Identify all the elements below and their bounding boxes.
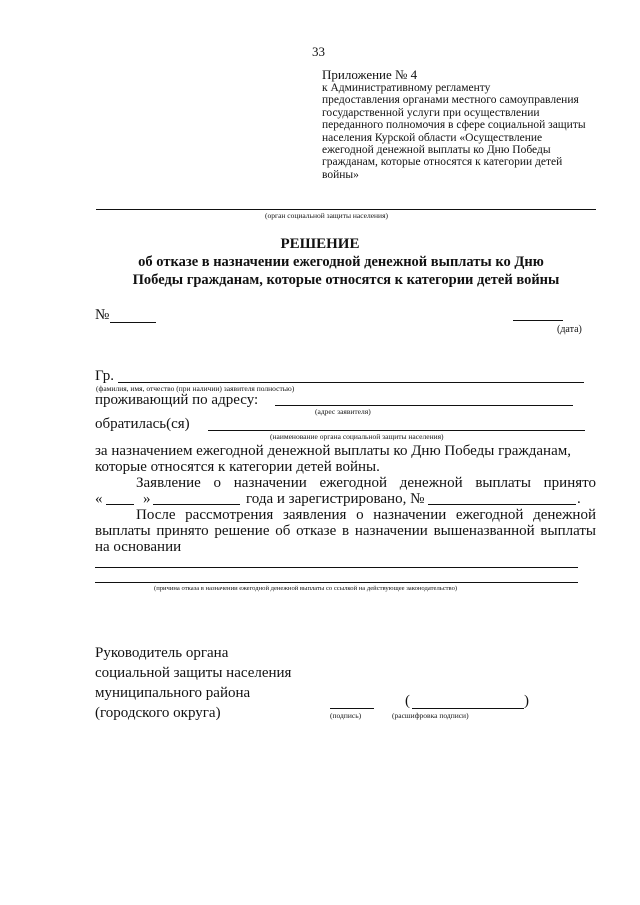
signature-line: Руководитель органа [95,645,229,661]
date-field[interactable] [513,320,563,321]
organ-caption: (орган социальной защиты населения) [265,211,389,220]
fio-caption: (фамилия, имя, отчество (при наличии) заявителя полностью) [96,384,295,393]
paragraph-3-line2: выплаты принято решение об отказе в назначении вышеназванной выплаты [95,523,596,539]
appendix-line: населения Курской области «Осуществление [322,131,543,144]
reason-field-1[interactable] [95,567,578,568]
signature-block [95,643,291,723]
paragraph-1-line2: которые относятся к категории детей войны. [95,459,380,475]
applied-label: обратилась(ся) [95,416,190,432]
reason-field-2[interactable] [95,582,578,583]
appendix-line: войны» [322,168,359,181]
year-registered-text: года и зарегистрировано, № [246,491,425,507]
paragraph-2-line1: Заявление о назначении ежегодной денежной выплаты принято [136,475,596,491]
paragraph-1-line1: за назначением ежегодной денежной выплаты ко Дню Победы гражданам, [95,443,571,459]
appendix-line: переданного полномочия в сфере социальной защиты [322,119,586,132]
signature-field[interactable] [330,708,374,709]
day-field[interactable] [106,504,134,505]
quote-open: « [95,491,103,507]
page-number: 33 [312,44,325,59]
signature-line: социальной защиты населения [95,665,292,681]
reason-caption: (причина отказа в назначении ежегодной денежной выплаты со ссылкой на действующее законодательство) [154,585,458,592]
paragraph-3-line1: После рассмотрения заявления о назначении ежегодной денежной [136,507,596,523]
appendix-line: государственной услуги при осуществлении [322,106,540,119]
decode-field[interactable] [412,708,524,709]
quote-close: » [143,491,151,507]
signature-line: муниципального района [95,685,251,701]
number-label: № [95,307,110,323]
paragraph-3-line3: на основании [95,539,182,555]
fio-field[interactable] [118,382,584,383]
decode-caption: (расшифровка подписи) [392,711,469,720]
address-field[interactable] [275,405,573,406]
address-label: проживающий по адресу: [95,392,259,408]
document-subtitle-line1: об отказе в назначении ежегодной денежной выплаты ко Дню [138,254,544,270]
signature-line: (городского округа) [95,705,221,721]
registration-number-field[interactable] [428,504,576,505]
applied-caption: (наименование органа социальной защиты населения) [270,432,444,441]
paragraph-2-end: . [577,491,581,507]
decode-paren-open: ( [405,693,410,709]
appendix-line: гражданам, которые относятся к категории детей [322,156,563,169]
month-year-field[interactable] [153,504,240,505]
decode-paren-close: ) [524,693,529,709]
appendix-line: ежегодной денежной выплаты ко Дню Победы [322,144,551,157]
appendix-header [322,67,586,181]
document-title: РЕШЕНИЕ [280,236,360,252]
citizen-label: Гр. [95,368,114,384]
date-caption: (дата) [557,324,582,335]
applied-field[interactable] [208,430,585,431]
appendix-title: Приложение № 4 [322,67,418,82]
appendix-line: к Административному регламенту [322,82,491,94]
appendix-line: предоставления органами местного самоуправления [322,94,579,107]
signature-caption: (подпись) [330,711,362,720]
document-subtitle-line2: Победы гражданам, которые относятся к категории детей войны [132,272,560,288]
address-caption: (адрес заявителя) [315,407,371,416]
number-field[interactable] [110,322,156,323]
organ-line [96,209,596,210]
